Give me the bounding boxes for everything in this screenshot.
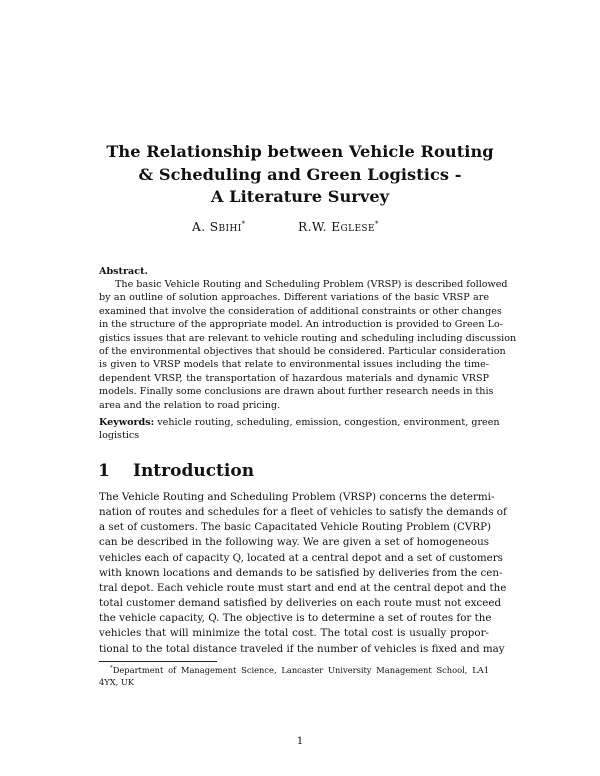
page-number: 1 [296,735,304,747]
author-sbihi [192,220,246,234]
section-heading-introduction [98,461,254,481]
author-list [0,220,600,238]
body-line: with known locations and demands to be satisfied by deliveries from the cen- [99,566,503,579]
keywords-label: Keywords: [99,417,155,428]
abstract-line: by an outline of solution approaches. Different variations of the basic VRSP are [99,292,489,304]
title-line: The Relationship between Vehicle Routing [106,142,494,161]
abstract-line: dependent VRSP, the transportation of hazardous materials and dynamic VRSP [99,372,489,384]
body-line: tral depot. Each vehicle route must start and end at the central depot and the [99,581,507,594]
footnote-text: Department of Management Science, Lancaster University Management School, LA1 [112,665,489,675]
abstract-line: examined that involve the consideration of additional constraints or other changes [99,305,502,317]
abstract-body [99,278,517,412]
body-line: nation of routes and schedules for a fleet of vehicles to satisfy the demands of [99,506,507,519]
keywords [99,416,500,443]
body-line: vehicles each of capacity Q, located at a central depot and a set of customers [99,551,503,564]
footnote-mark: * [110,665,113,672]
keywords-text: vehicle routing, scheduling, emission, congestion, environment, green [157,417,500,428]
abstract-heading: Abstract. [99,266,148,277]
author-name: R.W. Eglese [298,220,375,234]
paper-title [90,141,510,209]
author-eglese [298,220,379,234]
title-line: & Scheduling and Green Logistics - [138,164,462,184]
abstract-line: is given to VRSP models that relate to environmental issues including the time- [99,359,489,371]
footnote [99,664,489,688]
body-line: the vehicle capacity, Q. The objective is to determine a set of routes for the [99,612,492,625]
abstract-line: gistics issues that are relevant to vehicle routing and scheduling including discussion [99,332,517,344]
abstract-line: in the structure of the appropriate model. An introduction is provided to Green Lo- [99,319,503,331]
body-line: The Vehicle Routing and Scheduling Problem (VRSP) concerns the determi- [99,491,495,503]
body-line: vehicles that will minimize the total cost. The total cost is usually propor- [99,627,489,640]
section-number: 1 [98,461,110,481]
body-line: total customer demand satisfied by deliveries on each route must not exceed [99,597,502,610]
author-footnote-mark: * [241,219,246,228]
keywords-line: logistics [99,430,140,442]
introduction-paragraph [99,490,507,657]
footnote-divider [99,661,217,662]
author-name: A. Sbihi [192,220,242,234]
footnote-line: 4YX, UK [99,677,135,688]
abstract-line: area and the relation to road pricing. [99,399,281,411]
abstract-line: models. Finally some conclusions are drawn about further research needs in this [99,386,494,398]
author-footnote-mark: * [374,219,379,228]
body-line: tional to the total distance traveled if the number of vehicles is fixed and may [99,642,505,655]
footnote-line [99,664,489,676]
section-title: Introduction [133,461,255,481]
keywords-line [99,416,500,429]
body-line: can be described in the following way. We are given a set of homogeneous [99,536,489,549]
body-line: a set of customers. The basic Capacitated Vehicle Routing Problem (CVRP) [99,521,492,534]
abstract-line: The basic Vehicle Routing and Scheduling Problem (VRSP) is described followed [115,279,508,290]
abstract-line: of the environmental objectives that should be considered. Particular consideration [99,346,506,358]
title-line: A Literature Survey [210,187,390,206]
